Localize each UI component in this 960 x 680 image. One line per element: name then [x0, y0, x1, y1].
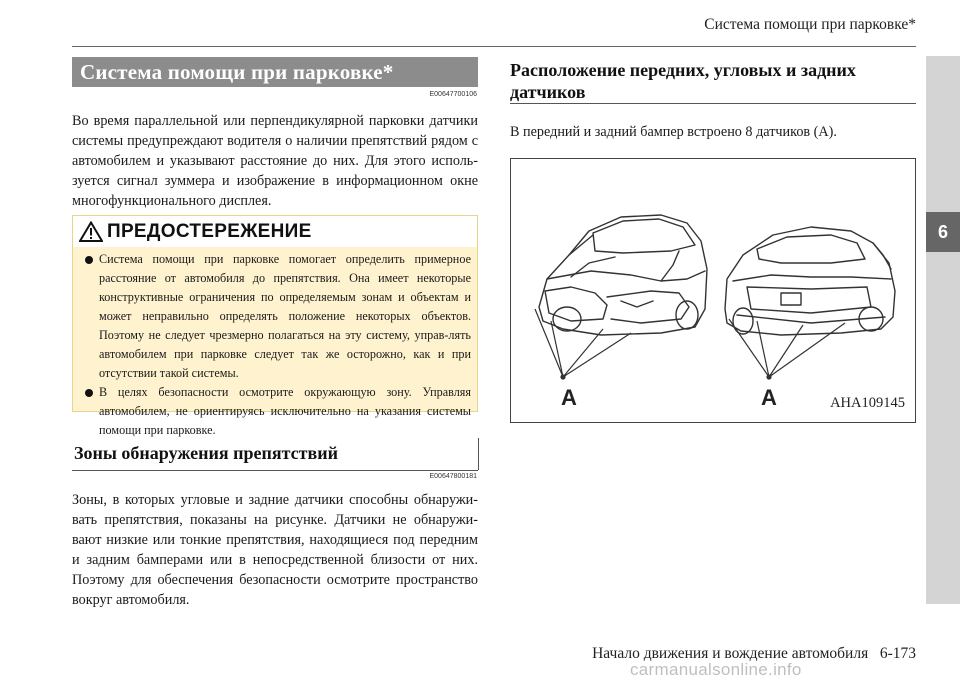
front-car-drawing [539, 215, 707, 335]
section-title-banner [72, 57, 478, 87]
chapter-tab[interactable] [926, 212, 960, 252]
section-intro [72, 111, 478, 211]
warning-item [83, 250, 471, 383]
chapter-strip [926, 56, 960, 604]
zones-body [72, 490, 478, 610]
sensors-rule [510, 103, 916, 104]
warning-box [72, 215, 478, 437]
rear-car-drawing [725, 227, 895, 335]
warning-list [83, 250, 471, 440]
warning-header [73, 216, 477, 247]
warning-title: ПРЕДОСТЕРЕЖЕНИЕ [107, 220, 312, 242]
zones-heading: Зоны обнаружения препятствий [74, 443, 338, 463]
figure-code: AHA109145 [830, 395, 905, 411]
rear-sensor-callouts [729, 319, 845, 379]
zones-paragraph: Зоны, в которых угловые и задние датчики способны обнаружи-вать препятствия, показаны на рисунке. Датчики не обнаружи-вают низкие или тонкие препятствия, находящиеся под передним и задним бамперами или в непосредственной близости от них. Поэтому для обеспечения безопасности осмотрите пространство вокруг автомобиля. [72, 492, 478, 608]
intro-paragraph: Во время параллельной или перпендикулярной парковки датчики системы предупреждают водителя о наличии препятствий рядом с автомобилем и указывают расстояние до них. Для этого исполь-зуется сигнал зуммера и изображение в информационном окне многофункционального дисплея. [72, 113, 478, 209]
sensors-heading [510, 59, 856, 103]
warning-item-text: Система помощи при парковке помогает определить примерное расстояние от автомобиля до препятствия. Она имеет некоторые конструктивные ограничения по определяемым зонам и объектам и может неправильно определять положение некоторых объектов. Поэтому не следует чрезмерно полагаться на эту систему, управ-лять автомобилем при парковке следует так же осторожно, как и при отсутствии такой системы. [99, 252, 471, 380]
page-number: 6-173 [879, 645, 916, 662]
sensors-paragraph: В передний и задний бампер встроено 8 датчиков (A). [510, 124, 837, 140]
zones-code: E00647800181 [429, 473, 477, 480]
footer-chapter: Начало движения и вождение автомобиля [592, 645, 869, 662]
chapter-number: 6 [937, 221, 948, 242]
rear-sensor-label: A [761, 385, 777, 410]
watermark: carmanualsonline.info [630, 660, 802, 679]
sensors-body [510, 122, 916, 142]
warning-triangle-icon [79, 221, 103, 242]
sensor-figure [510, 158, 916, 423]
bullet-icon [85, 389, 93, 397]
sensors-heading-line-1: Расположение передних, угловых и задних [510, 60, 856, 80]
header-rule [72, 46, 916, 47]
warning-item-text: В целях безопасности осмотрите окружающую зону. Управляя автомобилем, не ориентируясь исключительно на указания системы помощи при парковке. [99, 385, 471, 437]
section-code: E00647700106 [429, 91, 477, 98]
sensors-heading-line-2: датчиков [510, 82, 586, 102]
front-sensor-label: A [561, 385, 577, 410]
running-title: Система помощи при парковке* [704, 16, 916, 33]
zones-rule-end [478, 438, 479, 470]
section-title: Система помощи при парковке* [80, 59, 394, 84]
bullet-icon [85, 256, 93, 264]
zones-rule [72, 470, 478, 471]
car-illustration [511, 159, 915, 422]
warning-item [83, 383, 471, 440]
